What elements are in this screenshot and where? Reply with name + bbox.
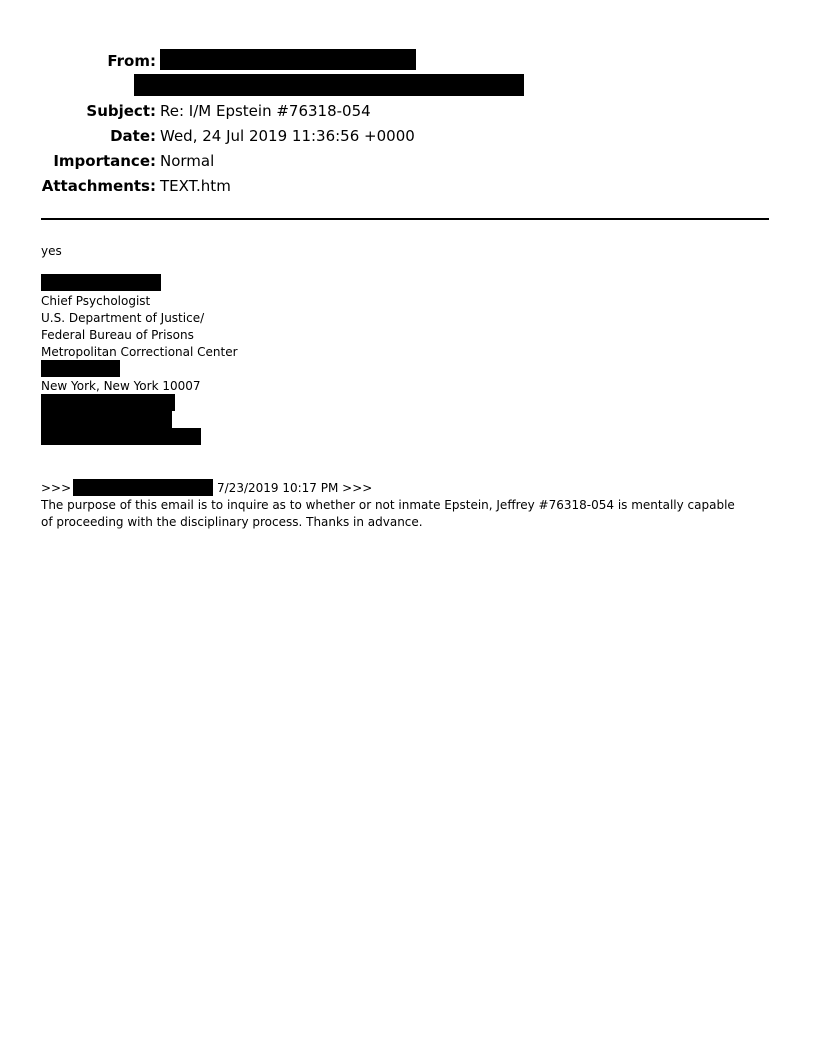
date-value: Wed, 24 Jul 2019 11:36:56 +0000: [160, 127, 415, 145]
quote-datetime-line: [217, 481, 372, 495]
quoted-message: The purpose of this email is to inquire as to whether or not inmate Epstein, Jeffrey #76318-054 is mentally capable of proceeding with the disciplinary process. Thanks in advance.: [41, 498, 735, 529]
quote-prefix: >>>: [41, 481, 72, 495]
contact-redaction-3: [41, 428, 201, 445]
sender-name-redaction: [41, 274, 161, 291]
from-label: From:: [107, 52, 156, 70]
signature-title: Chief Psychologist: [41, 294, 151, 308]
contact-redaction-2: [41, 411, 172, 428]
attachments-value[interactable]: TEXT.htm: [160, 177, 231, 195]
signature-org-2: Federal Bureau of Prisons: [41, 328, 194, 342]
reply-text: yes: [41, 244, 62, 258]
from-redaction-1: [160, 49, 416, 70]
importance-value: Normal: [160, 152, 215, 170]
signature-org-1: U.S. Department of Justice/: [41, 311, 205, 325]
quote-datetime: 7/23/2019 10:17 PM: [217, 481, 339, 495]
quote-suffix: >>>: [342, 481, 373, 495]
signature-city: New York, New York 10007: [41, 379, 201, 393]
subject-value: Re: I/M Epstein #76318-054: [160, 102, 371, 120]
contact-redaction-1: [41, 394, 175, 411]
attachments-label: Attachments:: [41, 177, 156, 195]
subject-label: Subject:: [86, 102, 156, 120]
importance-label: Importance:: [53, 152, 156, 170]
signature-facility: Metropolitan Correctional Center: [41, 345, 238, 359]
date-label: Date:: [110, 127, 156, 145]
quote-sender-redaction: [73, 479, 213, 496]
address-redaction: [41, 360, 120, 377]
from-redaction-2: [134, 74, 524, 96]
header-divider: [41, 218, 769, 220]
